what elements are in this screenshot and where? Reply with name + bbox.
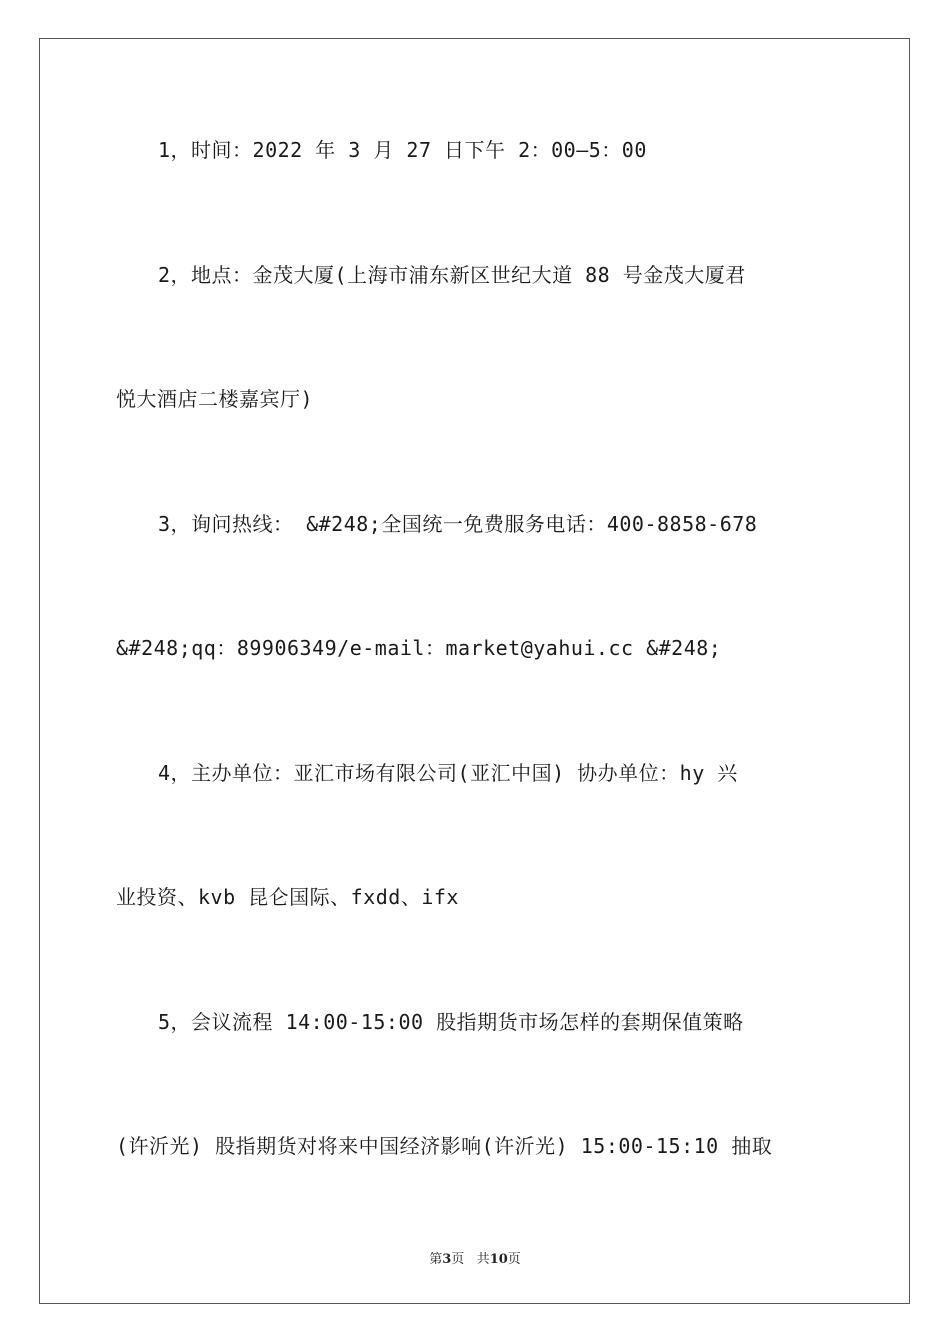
- text-line-6: 4，主办单位：亚汇市场有限公司(亚汇中国) 协办单位：hy 兴: [158, 761, 738, 785]
- footer-page-current: 3: [442, 1252, 452, 1267]
- text-line-5: &#248;qq：89906349/e-mail：market@yahui.cc &#248;: [116, 636, 722, 660]
- text-line-4: 3，询问热线： &#248;全国统一免费服务电话：400-8858-678: [158, 512, 758, 536]
- text-line-2: 2，地点：金茂大厦(上海市浦东新区世纪大道 88 号金茂大厦君: [158, 263, 746, 287]
- footer-total-pages: 10: [489, 1252, 508, 1267]
- text-line-7: 业投资、kvb 昆仑国际、fxdd、ifx: [116, 885, 459, 909]
- page-footer: [0, 1248, 950, 1267]
- text-line-1: 1，时间：2022 年 3 月 27 日下午 2：00—5：00: [158, 138, 647, 162]
- page-border: [39, 38, 910, 1304]
- text-line-9: (许沂光) 股指期货对将来中国经济影响(许沂光) 15:00-15:10 抽取: [116, 1134, 773, 1158]
- footer-total-prefix: 共: [476, 1252, 490, 1267]
- text-line-3: 悦大酒店二楼嘉宾厅): [116, 387, 314, 411]
- footer-total-suffix: 页: [507, 1252, 521, 1267]
- text-line-8: 5，会议流程 14:00-15:00 股指期货市场怎样的套期保值策略: [158, 1010, 744, 1034]
- footer-page-suffix: 页: [451, 1252, 465, 1267]
- footer-page-prefix: 第: [429, 1252, 443, 1267]
